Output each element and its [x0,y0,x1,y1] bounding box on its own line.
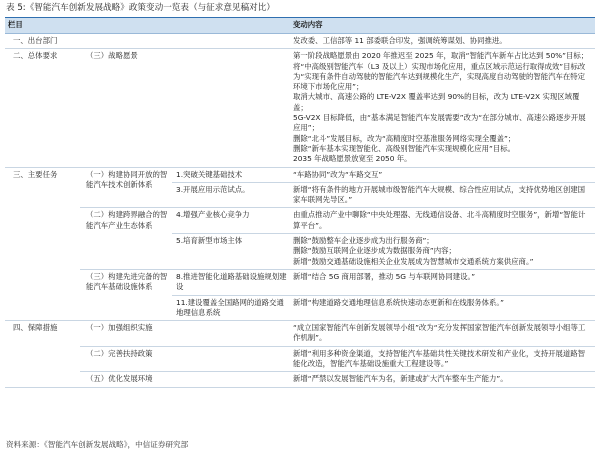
change-text: 新增“结合 5G 商用部署，推动 5G 与车联网协同建设。” [293,271,476,281]
change-text: 删除“北斗”发展目标，改为“高精度时空基准服务网络实现全覆盖”； [293,133,516,143]
subsection-cell: （五）优化发展环境 [80,372,290,387]
subsection-cell: （一）构建协同开放的智能汽车技术创新体系 [80,167,172,208]
subsection-cell: （二）构建跨界融合的智能汽车产业生态体系 [80,208,172,269]
change-text: 新增“将有条件的地方开展城市级智能汽车大规模、综合性应用试点，支持优势地区创建国家车联网先导区。” [293,184,586,205]
change-text: 将“中高级别智能汽车（L3 及以上）实现市场化应用，重点区域示范运行取得成效”目标改为“实现有条件自动驾驶的智能汽车达到规模化生产，实现高度自动驾驶的智能汽车在特定环境下市场化应用”； [293,61,586,92]
header-column-changes: 变动内容 [290,18,595,34]
source-note: 资料来源：《智能汽车创新发展战略》，中信证券研究部 [6,440,189,449]
table-row [5,49,595,167]
table-row [5,208,595,234]
section-cell: 三、主要任务 [5,167,80,321]
subsection-cell: （三）战略愿景 [80,49,290,167]
change-text: 第一阶段战略愿景由 2020 年推迟至 2025 年，取消“智能汽车新车占比达到 50%”目标； [293,51,589,61]
change-cell [290,346,595,372]
table-row [5,321,595,347]
section-cell: 二、总体要求 [5,49,80,167]
header-column-section: 栏目 [5,18,80,34]
change-cell [290,321,595,347]
change-cell [290,372,595,387]
change-text: 新增“构建道路交通地理信息系统快速动态更新和在线服务体系。” [293,297,504,307]
subsection-cell: （三）构建先进完备的智能汽车基础设施体系 [80,269,172,320]
subsection-cell: （一）加强组织实施 [80,321,290,347]
change-cell [290,234,595,270]
table-row [5,346,595,372]
subsection-cell: （二）完善扶持政策 [80,346,290,372]
table-row [5,167,595,182]
task-cell: 11.建设覆盖全国路网的道路交通地理信息系统 [172,295,290,321]
section-cell: 四、保障措施 [5,321,80,387]
change-text: 2035 年战略愿景放宽至 2050 年。 [293,154,412,164]
task-cell: 4.增强产业核心竞争力 [172,208,290,234]
table-row [5,269,595,295]
task-cell: 5.培育新型市场主体 [172,234,290,270]
table-row [5,372,595,387]
table-title: 表 5:《智能汽车创新发展战略》政策变动一览表（与征求意见稿对比） [6,3,275,13]
change-cell [290,49,595,167]
task-cell: 3.开展应用示范试点。 [172,182,290,208]
change-text: 新增“严禁以发展智能汽车为名，新建或扩大汽车整车生产能力”。 [293,374,508,384]
header-column-blank-2 [172,18,290,34]
change-cell [290,34,595,49]
change-text: 5G-V2X 目标降低，由“基本满足智能汽车发展需要”改为“在部分城市、高速公路逐步开展应用”； [293,113,586,133]
change-text: 由重点推动产业中聊除“中央处理器、无线通信设备、北斗高精度时空服务”，新增“智能计算平台”。 [293,210,586,230]
change-text: 新增“利用多种资金渠道，支持智能汽车基础共性关键技术研发和产业化，支持开展道路智能化改造，智能汽车基础设施重大工程建设等。” [293,348,586,369]
section-cell: 一、出台部门 [5,34,80,49]
change-cell [290,167,595,182]
header-column-blank-1 [80,18,172,34]
policy-change-table [5,17,595,388]
table-header-row [5,18,595,34]
change-text: “车路协同”改为“车路交互” [293,169,383,179]
change-cell [290,295,595,321]
change-text: 删除“鼓励整车企业逐步成为出行服务商”； [293,236,434,246]
change-cell [290,182,595,208]
change-cell [290,208,595,234]
task-cell: 8.推进智能化道路基础设施规划建设 [172,269,290,295]
change-text: 新增“鼓励交通基础设施相关企业发展成为智慧城市交通系统方案供应商。” [293,256,534,266]
change-text: 发改委、工信部等 11 部委联合印发，强调统筹谋划、协同推进。 [293,36,507,45]
change-text: “成立国家智能汽车创新发展领导小组”改为“充分发挥国家智能汽车创新发展领导小组等工作机制”。 [293,323,586,343]
task-cell: 1.突破关键基础技术 [172,167,290,182]
change-cell [290,269,595,295]
table-row [5,34,595,49]
change-text: 取消大城市、高速公路的 LTE-V2X 覆盖率达到 90%的目标，改为 LTE-V2X 实现区域覆盖； [293,92,580,112]
change-text: 删除“鼓励互联网企业逐步成为数据服务商”内容； [293,246,456,256]
change-text: 删除“新车基本实现智能化、高级别智能汽车实现规模化应用”目标。 [293,143,515,153]
